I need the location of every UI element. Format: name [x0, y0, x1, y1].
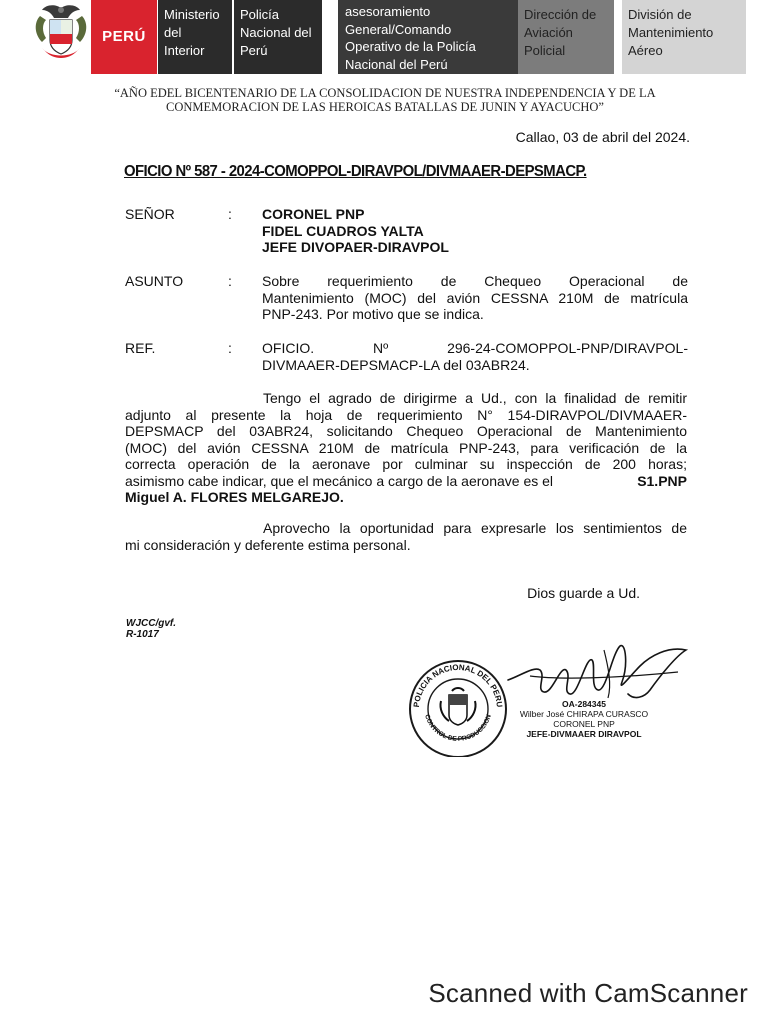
division-line: Aéreo — [628, 43, 663, 58]
letterhead — [18, 0, 748, 76]
signature-post: JEFE-DIVMAAER DIRAVPOL — [526, 729, 642, 739]
body-line-mechanic — [125, 473, 687, 490]
body-paragraph-2 — [125, 520, 687, 554]
subject — [262, 273, 688, 323]
reference — [262, 340, 688, 373]
senor-label: SEÑOR — [125, 206, 175, 222]
signature-block — [514, 699, 654, 739]
body-line: correcta operación de la aeronave por culminar su inspección de 200 horas; — [125, 456, 687, 472]
body-line: adjunto al presente la hoja de requerimiento N° 154-DIRAVPOL/DIVMAAER- — [125, 406, 687, 423]
ministerio-line: del — [164, 25, 182, 40]
asesoramiento-line: Nacional del Perú — [345, 56, 448, 72]
mechanic-name: Miguel A. FLORES MELGAREJO. — [125, 489, 344, 505]
police-seal-icon — [405, 657, 511, 757]
ministerio-line: Ministerio — [164, 7, 220, 22]
asesoramiento-line: General/Comando — [345, 21, 452, 37]
seal-bottom-text: CONTROL DE PRODUCCION — [423, 713, 493, 743]
ministerio-line: Interior — [164, 43, 205, 58]
addressee-line: FIDEL CUADROS YALTA — [262, 222, 424, 239]
body-line: DEPSMACP del 03ABR24, solicitando Chequeo Operacional de Mantenimiento — [125, 423, 687, 439]
addressee — [262, 206, 688, 256]
policia-line: Perú — [240, 43, 268, 58]
ministerio-block — [158, 0, 232, 74]
ref-label: REF. — [125, 340, 156, 356]
division-block — [622, 0, 746, 74]
seal-top-text: POLICIA NACIONAL DEL PERU — [411, 662, 505, 708]
mechanic-rank: S1.PNP — [637, 472, 687, 489]
addressee-line: CORONEL PNP — [262, 206, 365, 222]
body-line: Tengo el agrado de dirigirme a Ud., con la finalidad de remitir — [263, 390, 687, 406]
subject-line: Sobre requerimiento de Chequeo Operacional de — [262, 273, 688, 289]
asesoramiento-block — [338, 0, 530, 74]
motto-line: “AÑO EDEL BICENTENARIO DE LA CONSOLIDACION DE NUESTRA INDEPENDENCIA Y DE LA — [114, 86, 656, 100]
subject-line: Mantenimiento (MOC) del avión CESSNA 210M de matrícula — [262, 289, 688, 306]
closing-line: mi consideración y deferente estima personal. — [125, 537, 411, 553]
letter-date: Callao, 03 de abril del 2024. — [515, 129, 690, 145]
policia-line: Policía — [240, 7, 280, 22]
initials-line: R-1017 — [126, 629, 159, 640]
subject-line: PNP-243. Por motivo que se indica. — [262, 306, 484, 322]
coat-of-arms-icon — [28, 2, 94, 70]
initials-line: WJCC/gvf. — [126, 618, 176, 629]
handwritten-signature-icon — [500, 636, 695, 706]
asesoramiento-line: asesoramiento — [345, 4, 431, 19]
asesoramiento-line: Operativo de la Policía — [345, 39, 476, 54]
reference-initials — [126, 618, 176, 640]
country-label: PERÚ — [102, 28, 146, 45]
closing-line: Aprovecho la oportunidad para expresarle los sentimientos de — [263, 520, 687, 536]
body-line: (MOC) del avión CESSNA 210M de matrícula PNP-243, para verificación de la — [125, 439, 687, 456]
direccion-line: Policial — [524, 43, 566, 58]
body-paragraph-1 — [125, 390, 687, 506]
direccion-line: Aviación — [524, 25, 573, 40]
direccion-line: Dirección de — [524, 7, 597, 22]
direccion-block — [518, 0, 614, 74]
asunto-colon: : — [228, 273, 232, 289]
oficio-number: OFICIO Nº 587 - 2024-COMOPPOL-DIRAVPOL/DIVMAAER-DEPSMACP. — [124, 163, 587, 180]
reference-line: OFICIO. Nº 296-24-COMOPPOL-PNP/DIRAVPOL- — [262, 340, 688, 356]
senor-colon: : — [228, 206, 232, 222]
reference-line: DIVMAAER-DEPSMACP-LA del 03ABR24. — [262, 356, 530, 373]
addressee-line: JEFE DIVOPAER-DIRAVPOL — [262, 239, 449, 255]
body-line: asimismo cabe indicar, que el mecánico a cargo de la aeronave es el — [125, 472, 554, 489]
ref-colon: : — [228, 340, 232, 356]
policia-block — [234, 0, 322, 74]
policia-line: Nacional del — [240, 25, 312, 40]
signature-rank: CORONEL PNP — [553, 719, 615, 729]
signature-name: Wilber José CHIRAPA CURASCO — [519, 709, 649, 719]
division-line: División de — [628, 7, 692, 22]
country-label-block — [91, 0, 157, 74]
asunto-label: ASUNTO — [125, 273, 184, 289]
division-line: Mantenimiento — [628, 25, 714, 40]
scanner-watermark: Scanned with CamScanner — [428, 978, 748, 1008]
farewell: Dios guarde a Ud. — [527, 585, 640, 601]
signature-id: OA-284345 — [562, 699, 606, 709]
year-motto — [60, 86, 710, 114]
motto-line: CONMEMORACION DE LAS HEROICAS BATALLAS DE JUNIN Y AYACUCHO” — [166, 100, 604, 114]
